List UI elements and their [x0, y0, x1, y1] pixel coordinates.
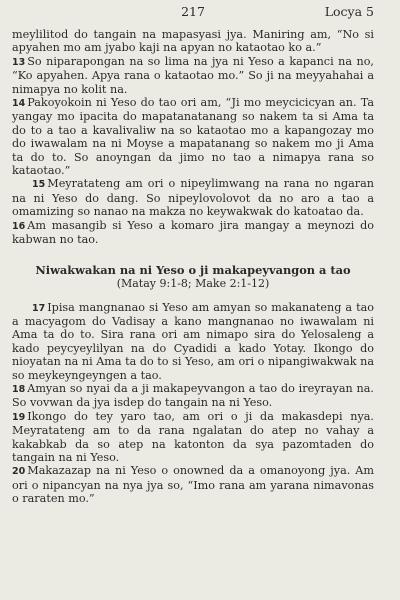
verse-paragraph [12, 28, 374, 55]
verse-text: Ipisa mangnanao si Yeso am amyan so makanateng a tao a macyagom do Vadisay a kano mangnanao no iwawalam ni Ama ta do to. Sira rana ori am nimapo sira do Yelosaleng a kado peycyeylilyan na do Cyadidi a kado Yotay. Ikongo do nioyatan na ni Ama ta do to si Yeso, am ori o nipangiwakwak na so meykeyngeyngen a tao. [12, 300, 374, 382]
verse-text: Ikongo do tey yaro tao, am ori o ji da makasdepi nya. Meyratateng am to da rana ngalatan do atep no vahay a kakabkab da so atep na katonton da sya pazomtaden do tangain na ni Yeso. [12, 409, 374, 464]
section-heading [12, 263, 374, 291]
verse-paragraph [12, 301, 374, 382]
verse-text: meylilitod do tangain na mapasyasi jya. Maniring am, “No si apyahen mo am jyabo kaji na apyan no kataotao ko a.” [12, 28, 374, 55]
verse-text: Amyan so nyai da a ji makapeyvangon a tao do ireyrayan na. So vovwan da jya isdep do tangain na ni Yeso. [12, 381, 374, 410]
verse-number: 14 [12, 98, 26, 110]
verse-number: 20 [12, 466, 26, 478]
verse-paragraph [12, 410, 374, 465]
verse-paragraph [12, 219, 374, 247]
section-title: Niwakwakan na ni Yeso o ji makapeyvangon a tao [35, 262, 351, 277]
verse-paragraph [12, 55, 374, 96]
verse-text: So niparapongan na so lima na jya ni Yeso a kapanci na no, “Ko apyahen. Apya rana o kataotao mo.” So ji na meyyahahai a nimapya no kolit na. [12, 54, 374, 96]
verse-text: Am masangib si Yeso a komaro jira mangay a meynozi do kabwan no tao. [12, 218, 374, 247]
page-number: 217 [181, 4, 205, 19]
verse-paragraph [12, 382, 374, 410]
verse-paragraph [12, 96, 374, 177]
verse-paragraph [12, 464, 374, 505]
page-body [12, 28, 374, 506]
verse-number: 18 [12, 383, 26, 395]
verse-number: 17 [32, 302, 46, 314]
verse-text: Meyratateng am ori o nipeylimwang na rana no ngaran na ni Yeso do dang. So nipeylovolovot da no aro a tao a omamizing so nanao na makza no keywakwak do katoatao da. [12, 177, 374, 219]
section-references: (Matay 9:1-8; Make 2:1-12) [116, 276, 270, 290]
verse-number: 19 [12, 411, 26, 423]
verse-text: Pakoyokoin ni Yeso do tao ori am, “Ji mo meycicicyan an. Ta yangay mo ipacita do mapatanatanang so nakem ta si Ama ta do to a tao a kavalivaliw na so kataotao mo a kapangozay mo do iwawalam na ni Moyse a mapatanang so nakem mo ji Ama ta do to. So anoyngan da jimo no tao a nimapya rana so kataotao.” [12, 96, 374, 178]
verse-paragraph [12, 177, 374, 218]
verse-number: 15 [32, 179, 46, 191]
verse-number: 13 [12, 56, 26, 68]
verse-text: Makazazap na ni Yeso o onowned da a omanoyong jya. Am ori o nipancyan na nya jya so, “Imo rana am yarana nimavonas o raraten mo.” [12, 464, 374, 506]
page-header [12, 4, 374, 20]
book-chapter-label: Locya 5 [324, 4, 374, 19]
verse-number: 16 [12, 220, 26, 232]
